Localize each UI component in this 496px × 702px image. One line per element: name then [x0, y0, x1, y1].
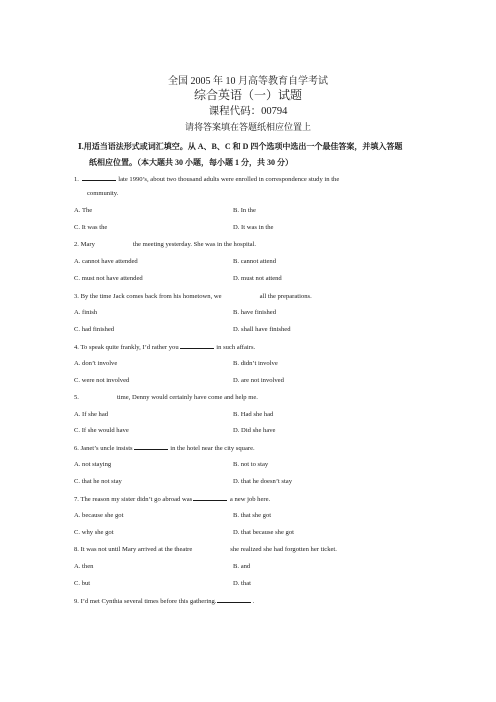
question-5-text: time, Denny would certainly have come and help me.: [116, 394, 258, 401]
question-2-option-d: D. must not attend: [233, 275, 282, 282]
answer-blank: [217, 596, 251, 603]
question-4-option-c: C. were not involved: [74, 377, 130, 384]
question-3-stem: 3. By the time Jack comes back from his hometown, we: [74, 293, 222, 300]
question-7-text: a new job here.: [228, 496, 271, 503]
question-5-option-b: B. Had she had: [233, 411, 274, 418]
question-8: [74, 545, 424, 554]
section-instructions-line2: 纸相应位置。（本大题共 30 小题，每小题 1 分，共 30 分）: [89, 158, 293, 167]
question-6-text: in the hotel near the city square.: [168, 445, 255, 452]
question-4-option-a: A. don’t involve: [74, 360, 118, 367]
question-7-option-b: B. that she got: [233, 512, 272, 519]
question-8-text: she realized she had forgotten her ticket.: [230, 546, 337, 553]
question-1-continuation: community.: [87, 190, 119, 197]
question-1-option-c: C. It was the: [74, 224, 108, 231]
course-code: 课程代码：00794: [208, 106, 288, 117]
question-1-option-b: B. In the: [233, 207, 256, 214]
question-1-number: 1.: [74, 176, 81, 183]
question-4-stem: 4. To speak quite frankly, I’d rather you: [74, 344, 179, 351]
question-5: [74, 393, 424, 402]
question-6: [74, 443, 424, 453]
question-5-option-c: C. If she would have: [74, 427, 129, 434]
question-4-option-d: D. are not involved: [233, 377, 284, 384]
section-instructions-line1: Ⅰ.用适当语法形式或词汇填空。从 A、B、C 和 D 四个选项中选出一个最佳答案，并填入答题: [78, 142, 403, 151]
question-8-option-b: B. and: [233, 563, 251, 570]
question-7: [74, 494, 424, 504]
question-1-option-d: D. It was in the: [233, 224, 274, 231]
question-3-text: all the preparations.: [259, 293, 312, 300]
question-7-option-d: D. that because she got: [233, 529, 294, 536]
question-8-stem: 8. It was not until Mary arrived at the theatre: [74, 546, 193, 553]
exam-title: 全国 2005 年 10 月高等教育自学考试: [168, 76, 328, 87]
question-7-option-a: A. because she got: [74, 512, 124, 519]
question-1-text: late 1990’s, about two thousand adults were enrolled in correspondence study in the: [116, 176, 340, 183]
question-6-option-b: B. not to stay: [233, 461, 269, 468]
question-9: [74, 596, 424, 606]
question-2: [74, 240, 424, 249]
question-2-text: the meeting yesterday. She was in the hospital.: [132, 241, 257, 248]
question-2-option-a: A. cannot have attended: [74, 258, 138, 265]
question-3-option-b: B. have finished: [233, 309, 277, 316]
question-3-option-c: C. had finished: [74, 326, 115, 333]
question-4-text: in such affairs.: [214, 344, 256, 351]
question-5-option-a: A. If she had: [74, 411, 109, 418]
question-4-option-b: B. didn’t involve: [233, 360, 278, 367]
question-9-end: .: [252, 598, 255, 605]
question-6-option-c: C. that he not stay: [74, 478, 122, 485]
subject-title: 综合英语（一）试题: [193, 88, 302, 102]
question-8-option-a: A. then: [74, 563, 94, 570]
question-7-option-c: C. why she got: [74, 529, 114, 536]
question-1: [74, 174, 424, 197]
answer-blank: [134, 443, 168, 450]
question-8-option-d: D. that: [233, 580, 251, 587]
question-3: [74, 292, 424, 301]
answer-blank: [82, 174, 116, 181]
question-8-option-c: C. but: [74, 580, 91, 587]
question-2-stem: 2. Mary: [74, 241, 95, 248]
question-3-option-a: A. finish: [74, 309, 98, 316]
question-2-option-b: B. cannot attend: [233, 258, 277, 265]
question-6-option-d: D. that he doesn’t stay: [233, 478, 293, 485]
question-5-number: 5.: [74, 394, 79, 401]
answer-blank: [193, 494, 227, 501]
question-6-stem: 6. Janet’s uncle insists: [74, 445, 133, 452]
answer-note: 请将答案填在答题纸相应位置上: [184, 122, 311, 132]
question-1-option-a: A. The: [74, 207, 93, 214]
question-2-option-c: C. must not have attended: [74, 275, 143, 282]
question-3-option-d: D. shall have finished: [233, 326, 291, 333]
answer-blank: [180, 342, 214, 349]
question-7-stem: 7. The reason my sister didn’t go abroad was: [74, 496, 193, 503]
question-4: [74, 342, 424, 352]
question-9-stem: 9. I’d met Cynthia several times before this gathering.: [74, 598, 217, 605]
question-5-option-d: D. Did she have: [233, 427, 276, 434]
question-6-option-a: A. not staying: [74, 461, 112, 468]
